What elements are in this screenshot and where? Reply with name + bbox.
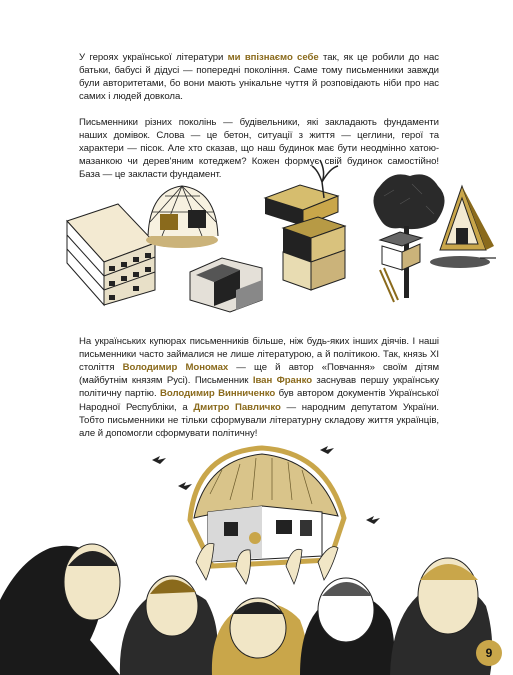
paragraph-text: був автором документів Української Народної Республіки, а xyxy=(79,388,440,413)
paragraph-text: У героях української літератури xyxy=(79,51,228,63)
highlighted-name: Дмитро Павличко xyxy=(193,401,281,413)
highlighted-name: ми впізнаємо себе xyxy=(227,51,319,63)
highlighted-name: Володимир Мономах xyxy=(122,362,229,373)
page-number: 9 xyxy=(476,640,502,666)
paragraph-text: — народним депутатом України. Тобто письменники не тільки сформували літературну складову життя українців, але й допомогли сформувати політичну! xyxy=(79,401,440,440)
crowd-of-writers xyxy=(0,543,492,675)
paragraph-text: На українських купюрах письменників більше, ніж будь-яких інших діячів. І наші письменники часто займалися не лише літературою, а й політикою. Так, князь XI століття xyxy=(79,335,439,373)
paragraph-text: Письменники різних поколінь — будівельники, які закладають фундаменти наших домівок. Слова — це бетон, ситуації з життя — цеглини, герої та характери — пісок. Але хто сказав, що наш будинок має бути неодмінно хатою-мазанкою чи дерев'яним котеджем? Кожен формує свій будинок самостійно! База — це закласти фундамент. xyxy=(79,116,439,181)
paragraph-text: — ще й автор «Повчання» своїм дітям (майбутнім князям Русі). Письменник xyxy=(79,362,439,387)
paragraph-text: заснував першу українську політичну партію. xyxy=(79,375,439,400)
paragraph-text: так, як це робили до нас батьки, бабусі й дідусі — попередні покоління. Саме тому письменники завжди були авторитетами, бо вони мають унікальне чуття й розповідають ніби про нас самих і людей довкола. xyxy=(79,51,439,103)
highlighted-name: Іван Франко xyxy=(252,375,313,387)
highlighted-name: Володимир Винниченко xyxy=(160,388,276,400)
